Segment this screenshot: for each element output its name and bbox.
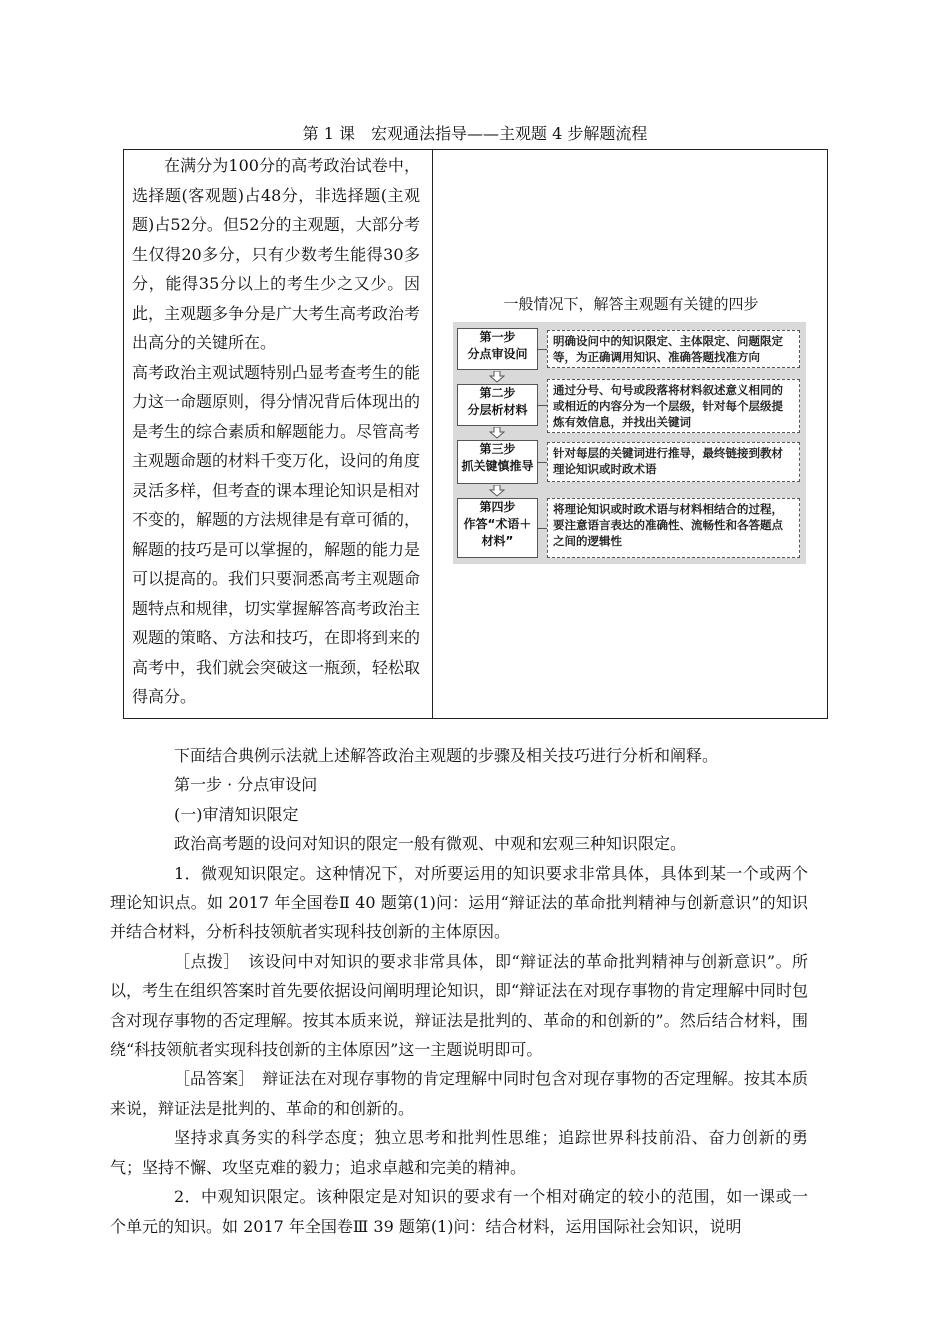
step-3-subtitle: 抓关键慎推导 bbox=[461, 459, 534, 473]
down-arrow-icon bbox=[489, 485, 505, 497]
step-1-box bbox=[457, 328, 538, 370]
step-1-title: 第一步 bbox=[479, 330, 516, 344]
body-paragraph: 1．微观知识限定。这种情况下，对所要运用的知识要求非常具体，具体到某一个或两个理论知识点。如 2017 年全国卷Ⅱ 40 题第(1)问：运用“辩证法的革命批判精神与创新意识”的知识并结合材料，分析科技领航者实现科技创新的主体原因。 bbox=[110, 863, 808, 942]
step-2-connector bbox=[538, 405, 547, 406]
intro-table bbox=[123, 149, 828, 719]
intro-text bbox=[132, 151, 420, 712]
intro-paragraph-1: 在满分为100分的高考政治试卷中，选择题(客观题)占48分，非选择题(主观题)占52分。但52分的主观题，大部分考生仅得20多分，只有少数考生能得30多分，能得35分以上的考生少之又少。因此，主观题多争分是广大考生高考政治考出高分的关键所在。 bbox=[132, 156, 421, 352]
answer-paragraph-2: 坚持求真务实的科学态度；独立思考和批判性思维；追踪世界科技前沿、奋力创新的勇气；坚持不懈、攻坚克难的毅力；追求卓越和完美的精神。 bbox=[110, 1128, 808, 1177]
step-4-title: 第四步 bbox=[479, 500, 516, 514]
step-3-connector bbox=[538, 462, 547, 463]
down-arrow-icon bbox=[489, 371, 505, 383]
step-4-description: 将理论知识或时政术语与材料相结合的过程，要注意语言表达的准确性、流畅性和各答题点之间的逻辑性 bbox=[547, 498, 800, 558]
main-body bbox=[110, 741, 808, 1241]
step-4-subtitle: 作答“术语＋材料” bbox=[463, 517, 532, 548]
body-paragraph: 2．中观知识限定。该种限定是对知识的要求有一个相对确定的较小的范围，如一课或一个单元的知识。如 2017 年全国卷Ⅲ 39 题第(1)问：结合材料，运用国际社会知识，说明 bbox=[110, 1187, 808, 1236]
step-4-connector bbox=[538, 528, 547, 529]
step-1-connector bbox=[538, 349, 547, 350]
step-2-description: 通过分号、句号或段落将材料叙述意义相同的或相近的内容分为一个层级，针对每个层级提炼有效信息，并找出关键词 bbox=[547, 379, 800, 433]
step-2-subtitle: 分层析材料 bbox=[467, 403, 528, 417]
subsection-heading: (一)审清知识限定 bbox=[174, 804, 299, 824]
step-4-box bbox=[457, 498, 538, 558]
flow-caption: 一般情况下，解答主观题有关键的四步 bbox=[503, 295, 759, 313]
step-1-description: 明确设问中的知识限定、主体限定、问题限定等，为正确调用知识、准确答题找准方向 bbox=[547, 330, 800, 368]
four-step-flowchart bbox=[453, 322, 806, 564]
step-2-title: 第二步 bbox=[479, 386, 516, 400]
step-3-box bbox=[457, 440, 538, 484]
step-1-subtitle: 分点审设问 bbox=[467, 347, 528, 361]
step-2-box bbox=[457, 384, 538, 426]
step-3-title: 第三步 bbox=[479, 442, 516, 456]
body-intro: 下面结合典例示法就上述解答政治主观题的步骤及相关技巧进行分析和阐释。 bbox=[174, 746, 719, 765]
intro-paragraph-2: 高考政治主观试题特别凸显考查考生的能力这一命题原则，得分情况背后体现出的是考生的综合素质和解题能力。尽管高考主观题命题的材料千变万化，设问的角度灵活多样，但考查的课本理论知识是相对不变的，解题的方法规律是有章可循的，解题的技巧是可以掌握的，解题的能力是可以提高的。我们只要洞悉高考主观题命题特点和规律，切实掌握解答高考政治主观题的策略、方法和技巧，在即将到来的高考中，我们就会突破这一瓶颈，轻松取得高分。 bbox=[132, 362, 421, 706]
table-divider bbox=[432, 150, 433, 718]
down-arrow-icon bbox=[489, 427, 505, 439]
section-heading-step-1: 第一步 · 分点审设问 bbox=[174, 775, 318, 795]
hint-paragraph: ［点拨］ 该设问中对知识的要求非常具体，即“辩证法的革命批判精神与创新意识”。所以，考生在组织答案时首先要依据设问阐明理论知识，即“辩证法在对现存事物的肯定理解中同时包含对现存事物的否定理解。按其本质来说，辩证法是批判的、革命的和创新的”。然后结合材料，围绕“科技领航者实现科技创新的主体原因”这一主题说明即可。 bbox=[110, 951, 808, 1060]
lesson-title: 第 1 课 宏观通法指导——主观题 4 步解题流程 bbox=[302, 124, 648, 143]
body-paragraph: 政治高考题的设问对知识的限定一般有微观、中观和宏观三种知识限定。 bbox=[174, 834, 687, 854]
answer-paragraph: ［品答案］ 辩证法在对现存事物的肯定理解中同时包含对现存事物的否定理解。按其本质来说，辩证法是批判的、革命的和创新的。 bbox=[110, 1069, 808, 1118]
step-3-description: 针对每层的关键词进行推导，最终链接到教材理论知识或时政术语 bbox=[547, 442, 800, 482]
